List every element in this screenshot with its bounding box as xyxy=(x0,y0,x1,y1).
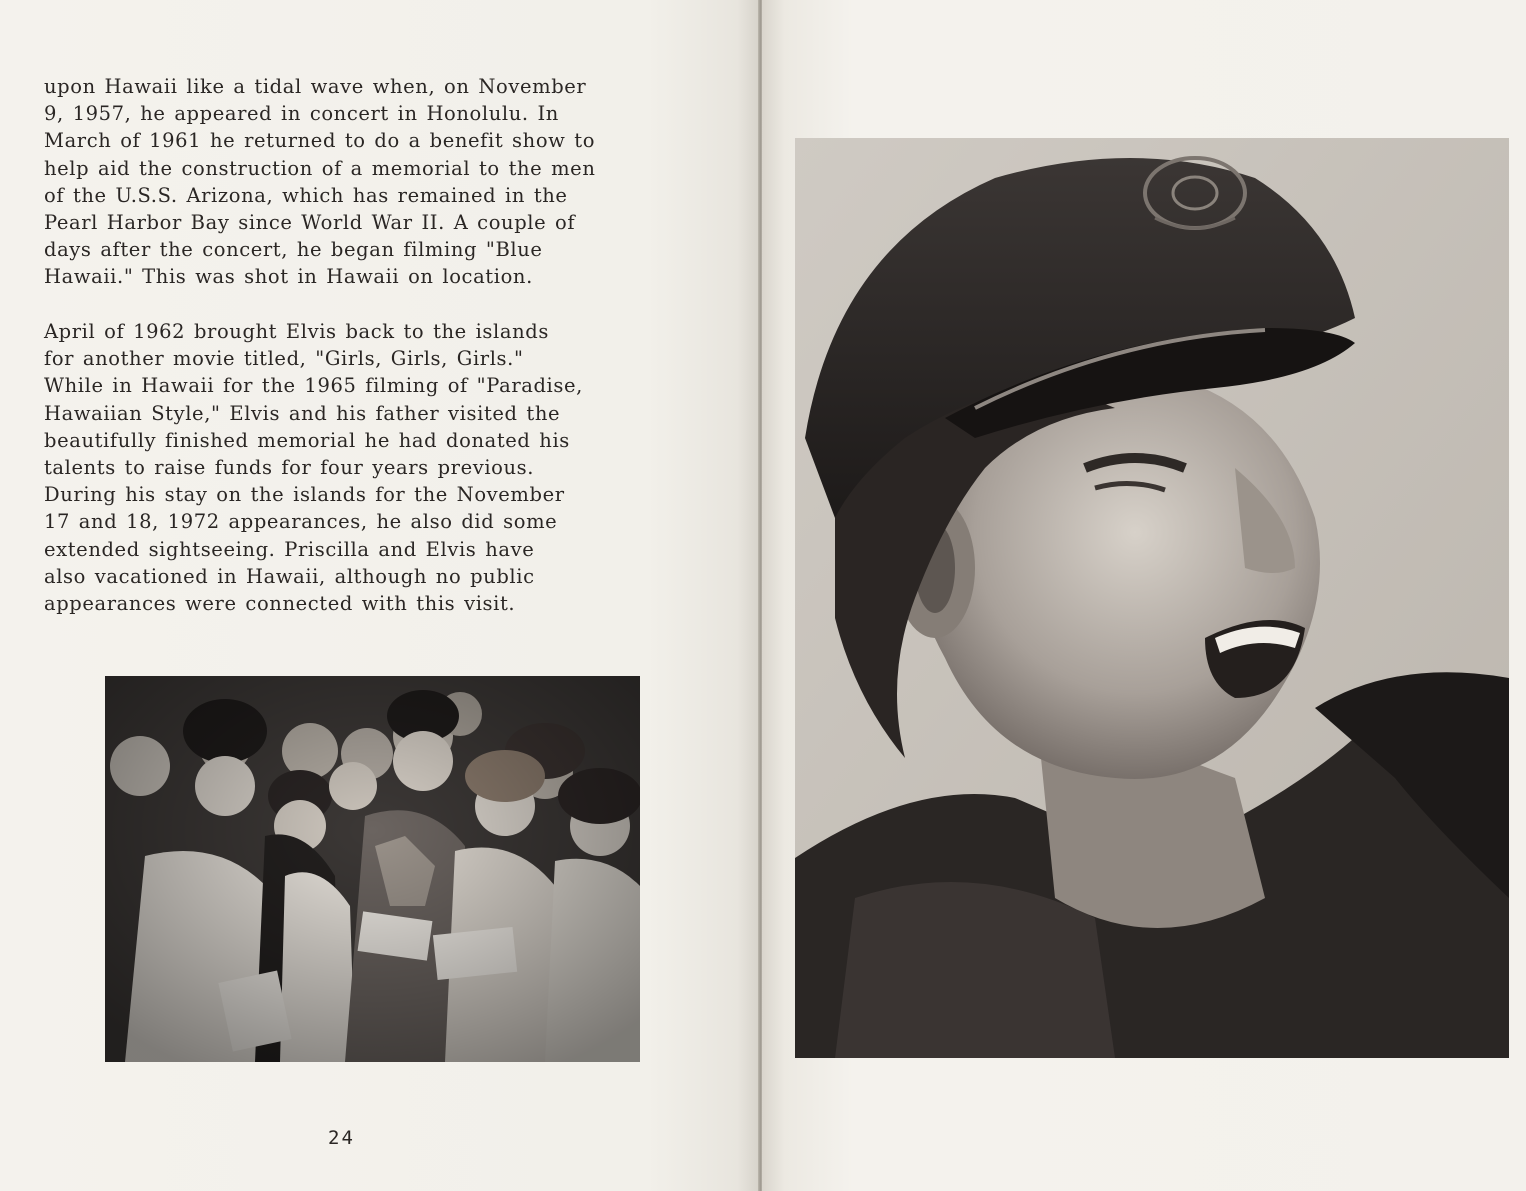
body-paragraph-2: April of 1962 brought Elvis back to the islands for another movie titled, "Girls, Girls, Girls." While in Hawaii for the 1965 filming of "Paradise, Hawaiian Style," Elvis and his father visited the beautifully finished memorial he had donated his talents to raise funds for four years previous. During his stay on the islands for the November 17 and 18, 1972 appearances, he also did some extended sightseeing. Priscilla and Elvis have also vacationed in Hawaii, although no public appearances were connected with this visit. xyxy=(44,320,583,616)
body-paragraph-1: upon Hawaii like a tidal wave when, on November 9, 1957, he appeared in concert in Honolulu. In March of 1961 he returned to do a benefit show to help aid the construction of a memorial to the men of the U.S.S. Arizona, which has remained in the Pearl Harbor Bay since World War II. A couple of days after the concert, he began filming "Blue Hawaii." This was shot in Hawaii on location. xyxy=(44,75,596,289)
crowd-photo xyxy=(105,676,640,1062)
left-page xyxy=(0,0,760,1191)
portrait-photo xyxy=(795,138,1509,1058)
page-number: 24 xyxy=(328,1127,355,1149)
